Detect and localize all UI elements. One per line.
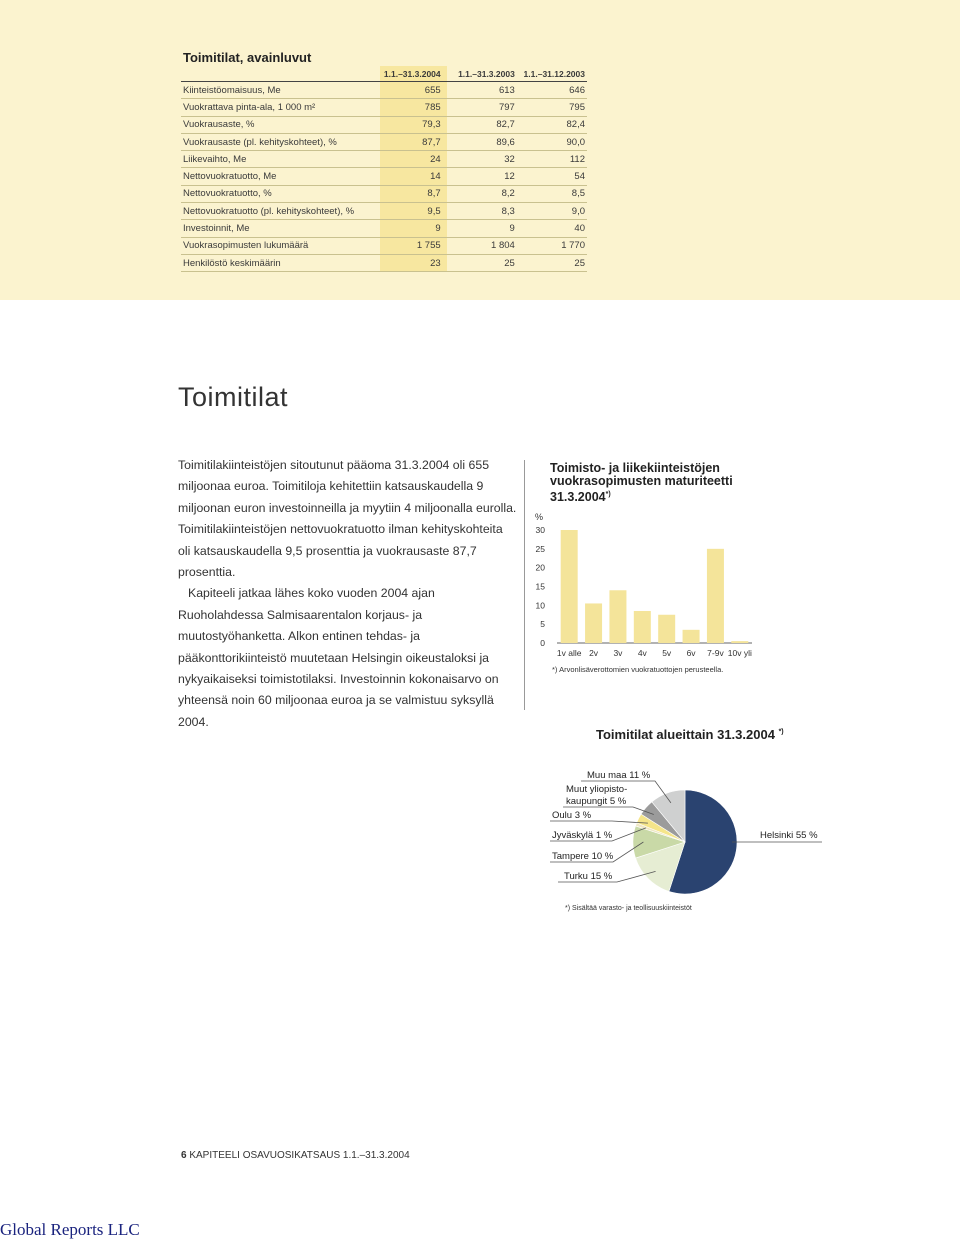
pie-label-jyvaskyla: Jyväskylä 1 % bbox=[552, 830, 613, 841]
y-tick-label: 0 bbox=[540, 638, 545, 648]
col-header: 1.1.–31.12.2003 bbox=[517, 66, 587, 82]
bar-2v bbox=[585, 603, 602, 643]
page-footer bbox=[181, 1150, 410, 1161]
row-value: 1 755 bbox=[380, 237, 446, 254]
row-value: 79,3 bbox=[380, 116, 446, 133]
page-number: 6 bbox=[181, 1150, 187, 1161]
row-value: 82,4 bbox=[517, 116, 587, 133]
row-value: 9 bbox=[447, 220, 517, 237]
pie-label-helsinki: Helsinki 55 % bbox=[760, 830, 818, 841]
row-value: 9 bbox=[380, 220, 446, 237]
row-value: 795 bbox=[517, 99, 587, 116]
bar-4v bbox=[634, 611, 651, 643]
region-chart-title: Toimitilat alueittain 31.3.2004 *) bbox=[596, 727, 784, 742]
pie-label-muut-line1: Muut yliopisto- bbox=[566, 784, 628, 795]
row-label: Vuokrausaste, % bbox=[181, 116, 380, 133]
bar-6v bbox=[683, 630, 700, 643]
row-value: 1 804 bbox=[447, 237, 517, 254]
watermark: Global Reports LLC bbox=[0, 1220, 140, 1239]
key-figures-title: Toimitilat, avainluvut bbox=[183, 50, 312, 65]
bar-7-9v bbox=[707, 549, 724, 643]
x-tick-label: 3v bbox=[613, 648, 623, 658]
bar-5v bbox=[658, 615, 675, 643]
row-value: 655 bbox=[380, 82, 446, 99]
row-value: 54 bbox=[517, 168, 587, 185]
y-tick-label: 5 bbox=[540, 619, 545, 630]
col-header: 1.1.–31.3.2003 bbox=[447, 66, 517, 82]
row-label: Investoinnit, Me bbox=[181, 220, 380, 237]
row-label: Vuokrattava pinta-ala, 1 000 m² bbox=[181, 99, 380, 116]
x-tick-label: 1v alle bbox=[556, 648, 582, 658]
col-header: 1.1.–31.3.2004 bbox=[380, 66, 446, 82]
row-label: Nettovuokratuotto (pl. kehityskohteet), % bbox=[181, 203, 380, 220]
x-tick-label: 6v bbox=[686, 648, 696, 658]
row-value: 9,5 bbox=[380, 203, 446, 220]
row-value: 32 bbox=[447, 151, 517, 168]
bar-1v-alle bbox=[561, 530, 578, 643]
row-value: 8,2 bbox=[447, 185, 517, 202]
leader-line bbox=[550, 821, 648, 823]
y-tick-label: 10 bbox=[535, 600, 545, 611]
maturity-chart-title: Toimisto- ja liikekiinteistöjen vuokrasopimusten maturiteetti 31.3.2004*) bbox=[550, 461, 733, 505]
maturity-chart-footnote: *) Arvonlisäverottomien vuokratuottojen perusteella. bbox=[552, 665, 724, 674]
region-chart-footnote: *) Sisältää varasto- ja teollisuuskiinteistöt bbox=[565, 905, 692, 912]
row-value: 14 bbox=[380, 168, 446, 185]
row-label: Nettovuokratuotto, Me bbox=[181, 168, 380, 185]
row-value: 87,7 bbox=[380, 133, 446, 150]
row-value: 89,6 bbox=[447, 133, 517, 150]
row-label: Liikevaihto, Me bbox=[181, 151, 380, 168]
row-label: Vuokrasopimusten lukumäärä bbox=[181, 237, 380, 254]
y-tick-label: 15 bbox=[535, 581, 545, 592]
row-value: 25 bbox=[447, 254, 517, 271]
y-tick-label: 25 bbox=[535, 543, 545, 554]
row-value: 797 bbox=[447, 99, 517, 116]
row-value: 646 bbox=[517, 82, 587, 99]
bar-10v-yli bbox=[731, 641, 748, 643]
paragraph: Toimitilakiinteistöjen sitoutunut pääoma 31.3.2004 oli 655 miljoonaa euroa. Toimitiloja kehitettiin katsauskaudella 9 miljoonan euron investoinneilla ja myytiin 4 miljoonalla eurolla. Toimitilakiinteistöjen nettovuokratuotto ilman kehityskohteita oli katsauskaudella 9,5 prosenttia ja vuokrausaste 87,7 prosenttia. bbox=[178, 458, 517, 580]
row-label: Vuokrausaste (pl. kehityskohteet), % bbox=[181, 133, 380, 150]
row-value: 613 bbox=[447, 82, 517, 99]
row-value: 8,7 bbox=[380, 185, 446, 202]
row-value: 82,7 bbox=[447, 116, 517, 133]
x-tick-label: 2v bbox=[589, 648, 599, 658]
row-value: 9,0 bbox=[517, 203, 587, 220]
row-value: 112 bbox=[517, 151, 587, 168]
row-value: 785 bbox=[380, 99, 446, 116]
y-tick-label: 20 bbox=[535, 562, 545, 573]
pie-label-oulu: Oulu 3 % bbox=[552, 810, 592, 821]
x-tick-label: 10v yli bbox=[727, 648, 752, 658]
row-value: 40 bbox=[517, 220, 587, 237]
pie-label-muut-line2: kaupungit 5 % bbox=[566, 796, 627, 807]
row-value: 23 bbox=[380, 254, 446, 271]
y-tick-label: 30 bbox=[535, 525, 545, 535]
row-value: 12 bbox=[447, 168, 517, 185]
pie-label-turku: Turku 15 % bbox=[564, 871, 613, 882]
x-tick-label: 7-9v bbox=[707, 648, 724, 658]
row-label: Kiinteistöomaisuus, Me bbox=[181, 82, 380, 99]
bar-3v bbox=[609, 590, 626, 643]
row-label: Nettovuokratuotto, % bbox=[181, 185, 380, 202]
x-tick-label: 5v bbox=[662, 648, 672, 658]
row-value: 90,0 bbox=[517, 133, 587, 150]
footer-text: KAPITEELI OSAVUOSIKATSAUS 1.1.–31.3.2004 bbox=[189, 1150, 410, 1161]
y-axis-label: % bbox=[535, 512, 544, 522]
row-label: Henkilöstö keskimäärin bbox=[181, 254, 380, 271]
row-value: 8,5 bbox=[517, 185, 587, 202]
paragraph: Kapiteeli jatkaa lähes koko vuoden 2004 ajan Ruoholahdessa Salmisaarentalon korjaus- ja muutostyöhanketta. Alkon entinen tehdas- ja pääkonttorikiinteistö muutetaan Helsingin oikeustaloksi ja nykyaikaiseksi toimistotilaksi. Investoinnin kokonaisarvo on yhteensä noin 60 miljoonaa euroa ja se valmistuu syksyllä 2004. bbox=[178, 586, 499, 729]
row-value: 24 bbox=[380, 151, 446, 168]
x-tick-label: 4v bbox=[637, 648, 647, 658]
section-heading: Toimitilat bbox=[178, 382, 289, 412]
pie-label-muu-maa: Muu maa 11 % bbox=[587, 770, 651, 781]
pie-label-tampere: Tampere 10 % bbox=[552, 851, 614, 862]
row-value: 8,3 bbox=[447, 203, 517, 220]
row-value: 1 770 bbox=[517, 237, 587, 254]
row-value: 25 bbox=[517, 254, 587, 271]
